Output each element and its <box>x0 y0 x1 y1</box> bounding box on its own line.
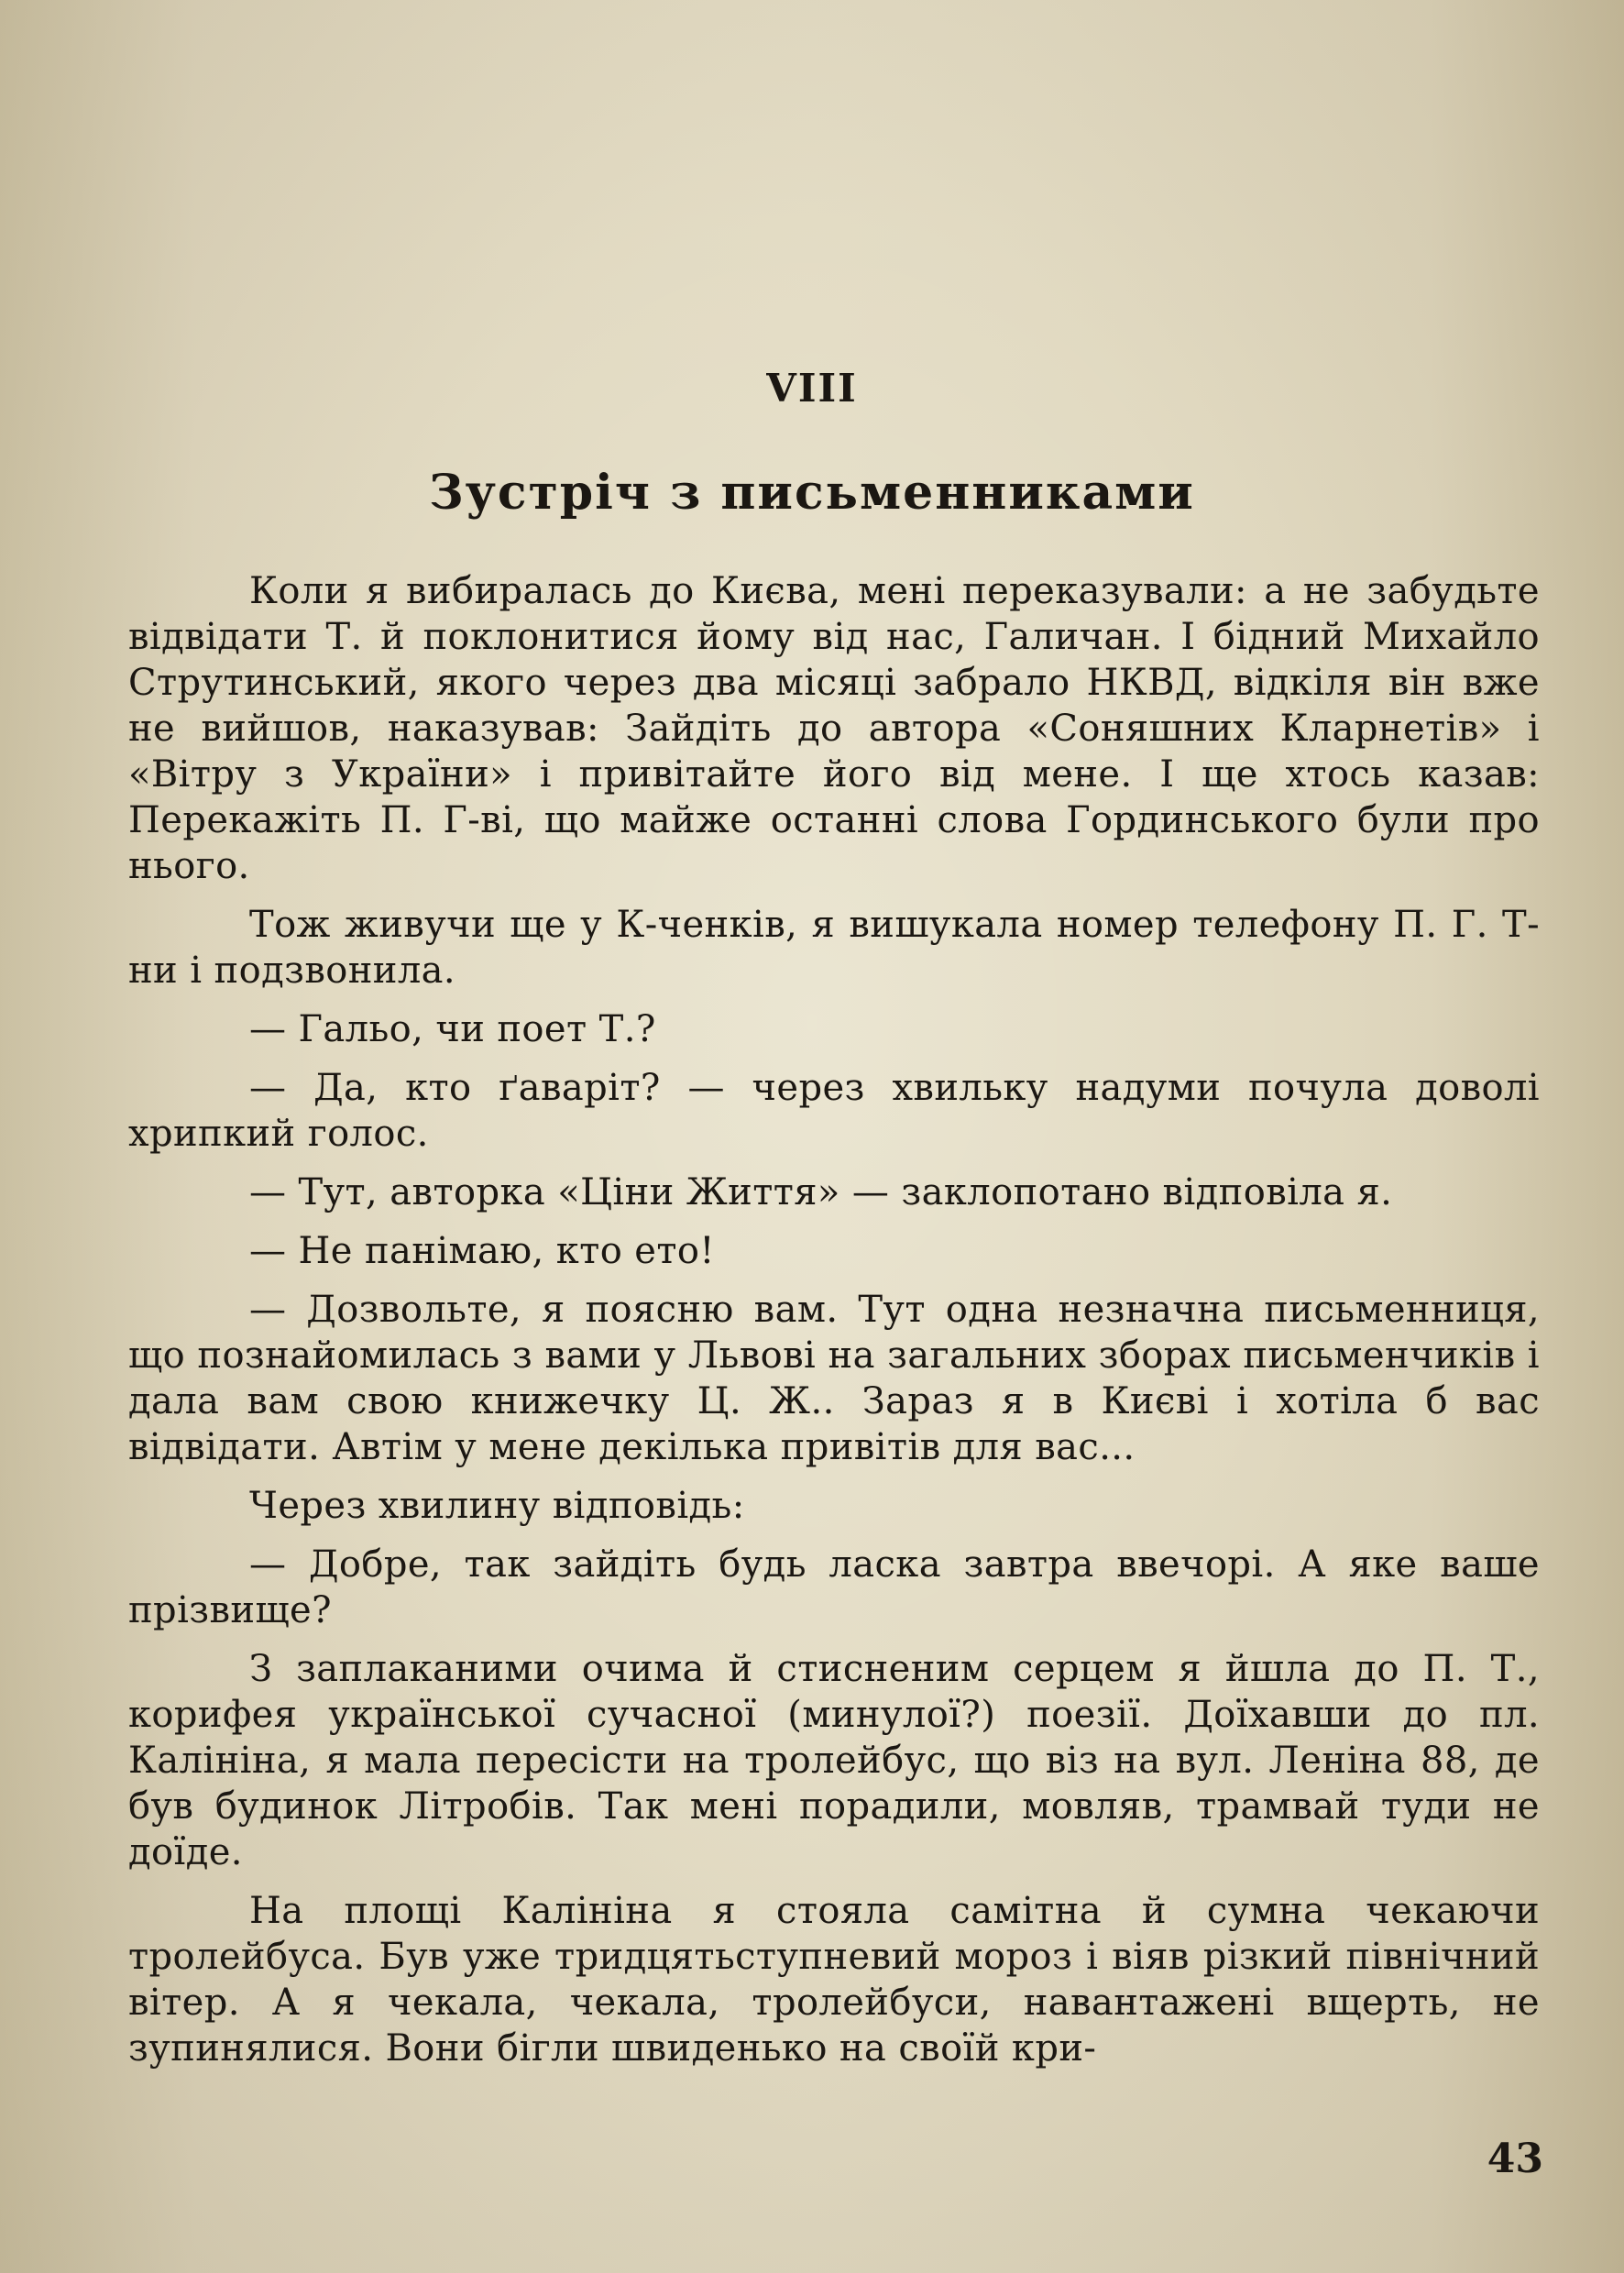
paragraph: — Тут, авторка «Ціни Життя» — заклопотано відповіла я. <box>249 1171 1393 1213</box>
page-number: 43 <box>1487 2136 1543 2182</box>
paragraph: — Гальо, чи поет Т.? <box>249 1008 656 1050</box>
paragraph: Тож живучи ще у К-ченків, я вишукала номер телефону П. Г. Т-ни і подзвонила. <box>128 904 1540 992</box>
paragraph: З заплаканими очима й стисненим серцем я йшла до П. Т., корифея української сучасної (минулої?) поезії. Доїхавши до пл. Калініна, я мала пересісти на тролейбус, що віз на вул. Леніна 88, де був будинок Літробів. Так мені порадили, мовляв, трамвай туди не доїде. <box>128 1648 1540 1873</box>
paragraph: На площі Калініна я стояла самітна й сумна чекаючи тролейбуса. Був уже тридцятьступневий мороз і віяв різкий північний вітер. А я чекала, чекала, тролейбуси, навантажені вщерть, не зупинялися. Вони бігли швиденько на своїй кри- <box>128 1890 1540 2070</box>
paragraph: Через хвилину відповідь: <box>249 1485 745 1527</box>
paragraph: — Дозвольте, я поясню вам. Тут одна незначна письменниця, що познайомилась з вами у Львові на загальних зборах письменчиків і дала вам свою книжечку Ц. Ж.. Зараз я в Києві і хотіла б вас відвідати. Автім у мене декілька привітів для вас... <box>128 1289 1540 1468</box>
paragraph: — Добре, так зайдіть будь ласка завтра ввечорі. А яке ваше прізвище? <box>128 1543 1540 1631</box>
body-text <box>128 568 1540 2084</box>
paragraph: — Не панімаю, кто ето! <box>249 1230 715 1272</box>
chapter-title: Зустріч з письменниками <box>429 465 1195 521</box>
chapter-number: VIII <box>766 366 858 411</box>
paragraph: Коли я вибиралась до Києва, мені переказували: а не забудьте відвідати Т. й поклонитися йому від нас, Галичан. І бідний Михайло Струтинський, якого через два місяці забрало НКВД, відкіля він вже не вийшов, наказував: Зайдіть до автора «Соняшних Кларнетів» і «Вітру з України» і привітайте його від мене. І ще хтось казав: Перекажіть П. Г-ві, що майже останні слова Гординського були про нього. <box>128 570 1540 887</box>
paragraph: — Да, кто ґаваріт? — через хвильку надуми почула доволі хрипкий голос. <box>128 1067 1540 1155</box>
